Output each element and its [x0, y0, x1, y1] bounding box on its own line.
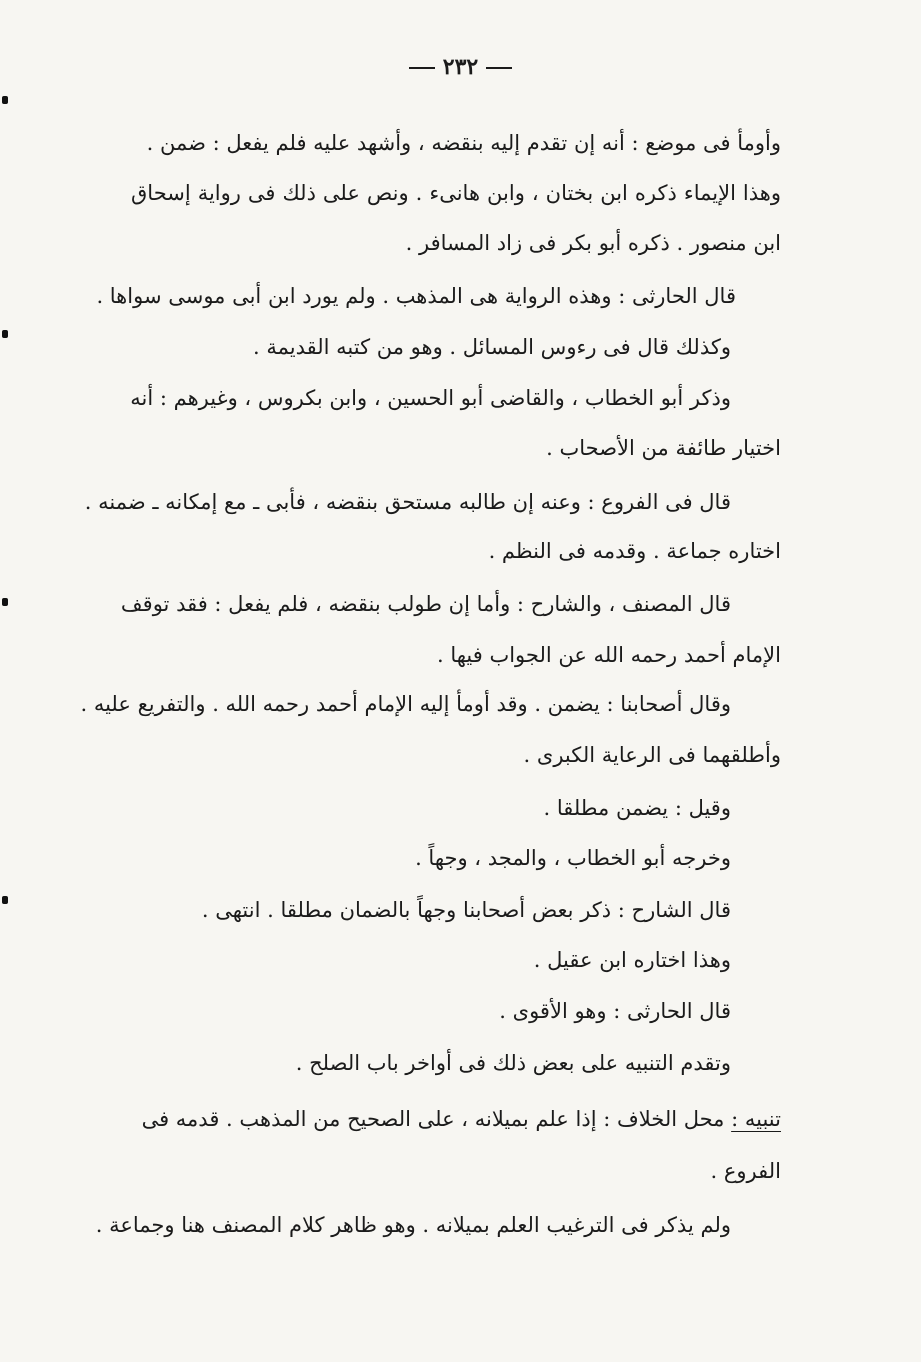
text-line: وقيل : يضمن مطلقا .: [543, 796, 731, 820]
text-line: وقال أصحابنا : يضمن . وقد أومأ إليه الإمام أحمد رحمه الله . والتفريع عليه .: [80, 692, 731, 716]
text-line: الفروع .: [710, 1159, 781, 1183]
text-line: قال الحارثى : وهذه الرواية هى المذهب . ولم يورد ابن أبى موسى سواها .: [96, 284, 736, 308]
text-line: وهذا الإيماء ذكره ابن بختان ، وابن هانىء . ونص على ذلك فى رواية إسحاق: [131, 181, 781, 205]
text-line: قال الحارثى : وهو الأقوى .: [499, 999, 731, 1023]
text-line: ابن منصور . ذكره أبو بكر فى زاد المسافر .: [405, 231, 781, 255]
text-line: وكذلك قال فى رءوس المسائل . وهو من كتبه القديمة .: [253, 335, 731, 359]
text-line: وذكر أبو الخطاب ، والقاضى أبو الحسين ، وابن بكروس ، وغيرهم : أنه: [130, 386, 731, 410]
text-line: الإمام أحمد رحمه الله عن الجواب فيها .: [436, 643, 781, 667]
text-line: وأومأ فى موضع : أنه إن تقدم إليه بنقضه ، وأشهد عليه فلم يفعل : ضمن .: [146, 131, 781, 155]
text-line: ولم يذكر فى الترغيب العلم بميلانه . وهو ظاهر كلام المصنف هنا وجماعة .: [95, 1213, 731, 1237]
scan-mark: [2, 96, 8, 104]
text-line: قال فى الفروع : وعنه إن طالبه مستحق بنقضه ، فأبى ـ مع إمكانه ـ ضمنه .: [84, 490, 731, 514]
text-line: وهذا اختاره ابن عقيل .: [533, 948, 731, 972]
text-line: وأطلقهما فى الرعاية الكبرى .: [523, 743, 781, 767]
page-number-text: ٢٣٢: [442, 54, 479, 80]
note-text: محل الخلاف : إذا علم بميلانه ، على الصحيح من المذهب . قدمه فى: [141, 1107, 725, 1131]
text-line: اختيار طائفة من الأصحاب .: [546, 436, 781, 460]
scan-mark: [2, 896, 8, 904]
note-label: تنبيه :: [731, 1107, 781, 1131]
text-line: قال المصنف ، والشارح : وأما إن طولب بنقضه ، فلم يفعل : فقد توقف: [120, 592, 731, 616]
text-line: قال الشارح : ذكر بعض أصحابنا وجهاً بالضمان مطلقا . انتهى .: [201, 898, 731, 922]
text-line: وخرجه أبو الخطاب ، والمجد ، وجهاً .: [415, 846, 731, 870]
scan-mark: [2, 330, 8, 338]
note-line: [142, 1104, 781, 1134]
text-line: اختاره جماعة . وقدمه فى النظم .: [488, 539, 781, 563]
scan-mark: [2, 598, 8, 606]
text-line: وتقدم التنبيه على بعض ذلك فى أواخر باب الصلح .: [295, 1051, 731, 1075]
